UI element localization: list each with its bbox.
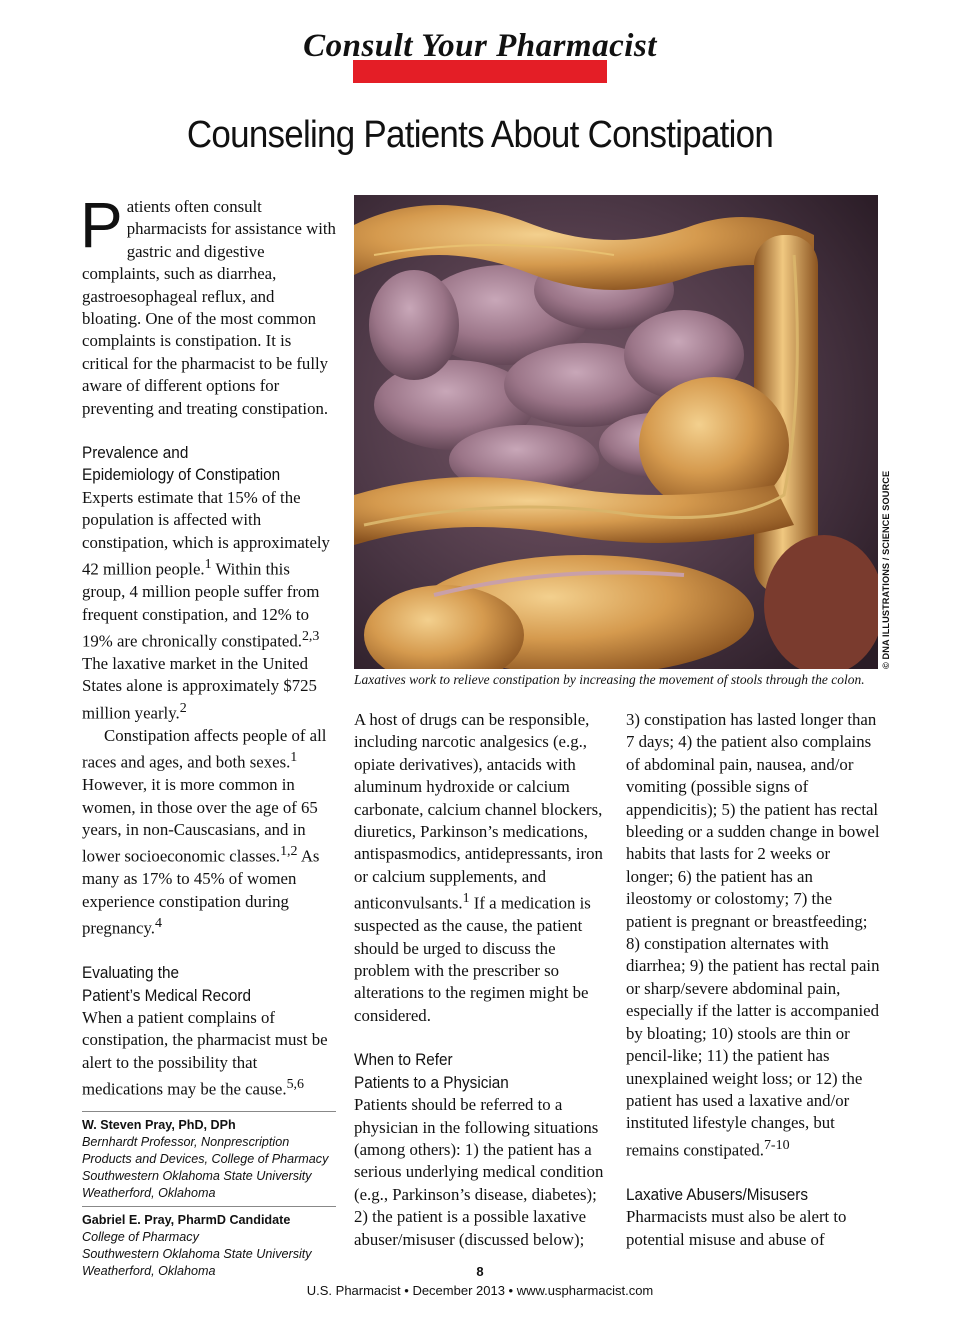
demographics-paragraph: Constipation affects people of all races and ages, and both sexes.$^1$ However, it is more common in women, in those over the age of 65 years, in non-Causcasians, and in lower socioeconomic classes.$^{1,2}$ As many as 17% to 45% of women experience constipation during pregnancy.$^4$ <box>82 725 327 938</box>
drugs-paragraph: A host of drugs can be responsible, including narcotic analgesics (e.g., opiate derivatives), antacids with aluminum hydroxide or calcium carbonate, calcium channel blockers, diuretics, Parkinson’s medications, antispasmodics, antidepressants, iron or calcium supplements, and anticonvulsants.$^1$ If a medication is suspected as the cause, the patient should be urged to discuss the problem with the prescriber so alterations to the regimen might be considered. <box>354 710 603 1025</box>
author-name: Gabriel E. Pray, PharmD Candidate <box>82 1213 291 1228</box>
column-middle <box>354 709 606 1251</box>
colon-illustration <box>354 195 878 669</box>
evaluating-paragraph: When a patient complains of constipation, the pharmacist must be alert to the possibility that medications may be the cause.$^{5,6}$ <box>82 1007 328 1099</box>
drop-cap: P <box>80 189 123 261</box>
photo-credit: © DNA ILLUSTRATIONS / SCIENCE SOURCE <box>881 470 891 669</box>
page-footer: U.S. Pharmacist • December 2013 • www.uspharmacist.com <box>306 1283 654 1298</box>
heading-when-to-refer: When to Refer Patients to a Physician <box>354 1050 509 1092</box>
prevalence-paragraph: Experts estimate that 15% of the population is affected with constipation, which is approximately 42 million people.$^1$ Within this group, 4 million people suffer from frequent constipation, and 12% to 19% are chronically constipated.$^{2,3}$ The laxative market in the United States alone is approximately $725 million yearly.$^2$ <box>82 487 330 723</box>
heading-laxative-abusers: Laxative Abusers/Misusers <box>626 1184 808 1204</box>
figure-caption: Laxatives work to relieve constipation by increasing the movement of stools through the colon. <box>354 672 865 687</box>
heading-evaluating: Evaluating the Patient’s Medical Record <box>82 963 251 1005</box>
column-right <box>626 709 880 1251</box>
article-title: Counseling Patients About Constipation <box>186 114 774 156</box>
intro-paragraph: Patients often consult pharmacists for assistance with gastric and digestive complaints, such as diarrhea, gastroesophageal reflux, and bloating. One of the most common complaints is constipation. It is critical for the pharmacist to be fully aware of different options for preventing and treating constipation. <box>80 189 336 418</box>
refer-list-paragraph: 3) constipation has lasted longer than 7 days; 4) the patient also complains of abdominal pain, nausea, and/or vomiting (possible signs of appendicitis); 5) the patient has rectal bleeding or a sudden change in bowel habits that lasts for 2 weeks or longer; 6) the patient has an ileostomy or colostomy; 7) the patient is pregnant or breastfeeding; 8) constipation alternates with diarrhea; 9) the patient has rectal pain or sharp/severe abdominal pain, especially if the latter is accompanied by bloating; 10) stools are thin or pencil-like; 11) the patient has unexplained weight loss; or 12) the patient has used a laxative and/or instituted lifestyle changes, but remains constipated.$^{7-10}$ <box>626 710 880 1160</box>
column-left <box>80 189 336 1284</box>
page-number: 8 <box>476 1264 484 1279</box>
section-header: Consult Your Pharmacist <box>303 28 657 64</box>
author-name: W. Steven Pray, PhD, DPh <box>82 1118 236 1133</box>
abusers-paragraph: Pharmacists must also be alert to potential misuse and abuse of <box>626 1207 847 1249</box>
author-block: W. Steven Pray, PhD, DPh Bernhardt Professor, Nonprescription Products and Devices, College of Pharmacy Southwestern Oklahoma State University Weatherford, Oklahoma <box>82 1111 336 1206</box>
author-info <box>82 1111 336 1284</box>
heading-prevalence: Prevalence and Epidemiology of Constipation <box>82 443 281 485</box>
intestine-illustration-graphic <box>354 195 878 669</box>
author-block: Gabriel E. Pray, PharmD Candidate College of Pharmacy Southwestern Oklahoma State University Weatherford, Oklahoma <box>82 1206 336 1284</box>
refer-paragraph: Patients should be referred to a physician in the following situations (among others): 1) the patient has a serious underlying medical condition (e.g., Parkinson’s disease, diabetes); 2) the patient is a possible laxative abuser/misuser (discussed below); <box>354 1095 604 1249</box>
